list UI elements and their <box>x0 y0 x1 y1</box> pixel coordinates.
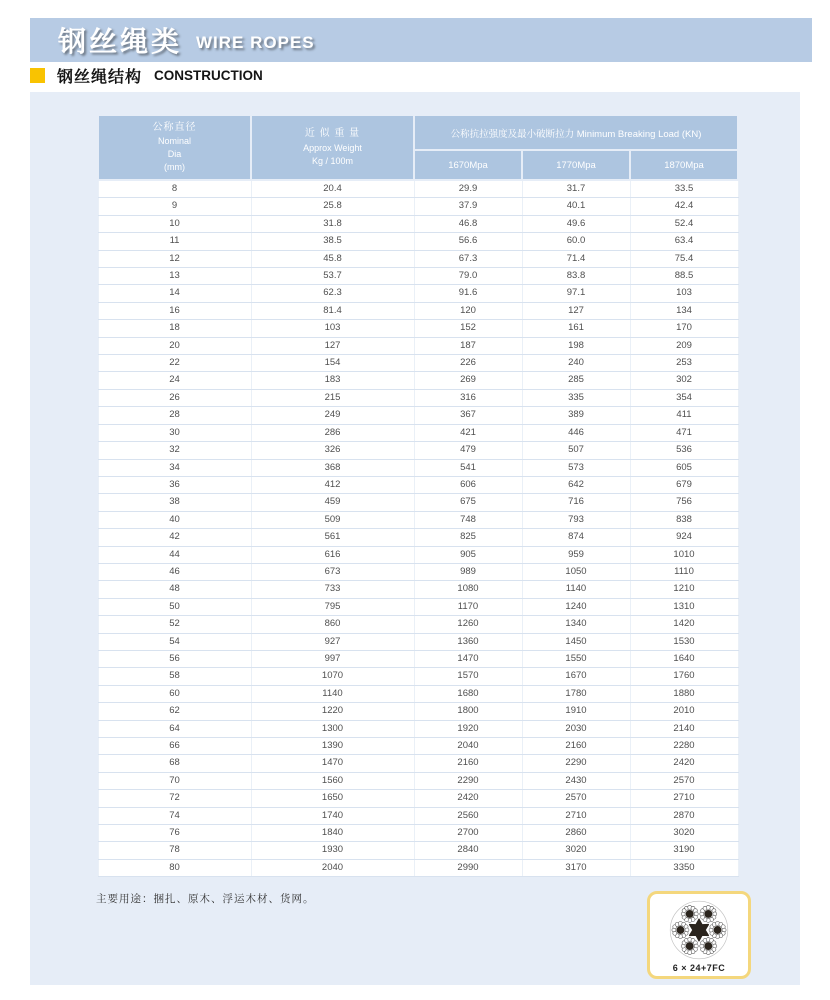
cell-value: 1560 <box>251 772 414 789</box>
cell-value: 3020 <box>522 842 630 859</box>
cell-diameter: 22 <box>98 355 251 372</box>
cell-value: 2290 <box>414 772 522 789</box>
table-row <box>98 250 738 267</box>
cell-value: 1140 <box>251 685 414 702</box>
section-title-cn: 钢丝绳结构 <box>57 69 143 86</box>
cell-value: 2290 <box>522 755 630 772</box>
cell-diameter: 38 <box>98 494 251 511</box>
cell-value: 1910 <box>522 703 630 720</box>
cell-value: 367 <box>414 407 522 424</box>
table-row <box>98 320 738 337</box>
cell-value: 1110 <box>630 563 738 580</box>
table-row <box>98 442 738 459</box>
table-row <box>98 842 738 859</box>
table-row <box>98 772 738 789</box>
cell-value: 2710 <box>630 790 738 807</box>
cell-diameter: 13 <box>98 268 251 285</box>
cell-value: 249 <box>251 407 414 424</box>
content-panel <box>30 92 800 985</box>
table-row <box>98 685 738 702</box>
cell-value: 354 <box>630 389 738 406</box>
cell-value: 97.1 <box>522 285 630 302</box>
yellow-bullet-icon <box>30 68 45 83</box>
cell-value: 45.8 <box>251 250 414 267</box>
table-row <box>98 859 738 876</box>
cell-value: 1050 <box>522 563 630 580</box>
table-row <box>98 668 738 685</box>
cell-value: 673 <box>251 563 414 580</box>
cell-value: 25.8 <box>251 198 414 215</box>
table-row <box>98 807 738 824</box>
cell-value: 1680 <box>414 685 522 702</box>
table-row <box>98 738 738 755</box>
cell-value: 31.7 <box>522 180 630 198</box>
cell-value: 1780 <box>522 685 630 702</box>
table-row <box>98 337 738 354</box>
cell-value: 874 <box>522 529 630 546</box>
cell-value: 2710 <box>522 807 630 824</box>
cell-value: 825 <box>414 529 522 546</box>
cell-value: 541 <box>414 459 522 476</box>
cell-diameter: 48 <box>98 581 251 598</box>
cell-value: 507 <box>522 442 630 459</box>
cell-value: 989 <box>414 563 522 580</box>
cell-diameter: 34 <box>98 459 251 476</box>
cell-value: 2570 <box>522 790 630 807</box>
cell-value: 2140 <box>630 720 738 737</box>
section-heading <box>30 64 263 87</box>
table-row <box>98 598 738 615</box>
cell-value: 368 <box>251 459 414 476</box>
table-row <box>98 720 738 737</box>
cell-value: 1640 <box>630 650 738 667</box>
cell-value: 1920 <box>414 720 522 737</box>
table-row <box>98 511 738 528</box>
cell-value: 209 <box>630 337 738 354</box>
cell-value: 1010 <box>630 546 738 563</box>
cell-value: 1260 <box>414 616 522 633</box>
table-row <box>98 198 738 215</box>
cell-value: 1240 <box>522 598 630 615</box>
cell-value: 2030 <box>522 720 630 737</box>
cell-value: 793 <box>522 511 630 528</box>
cell-diameter: 66 <box>98 738 251 755</box>
cell-diameter: 20 <box>98 337 251 354</box>
cell-value: 103 <box>630 285 738 302</box>
cell-value: 152 <box>414 320 522 337</box>
cell-value: 716 <box>522 494 630 511</box>
cell-diameter: 16 <box>98 302 251 319</box>
cell-value: 215 <box>251 389 414 406</box>
cell-diameter: 40 <box>98 511 251 528</box>
cell-value: 2280 <box>630 738 738 755</box>
cell-value: 127 <box>522 302 630 319</box>
table-row <box>98 650 738 667</box>
cell-diameter: 76 <box>98 825 251 842</box>
cell-diameter: 68 <box>98 755 251 772</box>
cell-value: 748 <box>414 511 522 528</box>
cell-diameter: 80 <box>98 859 251 876</box>
cell-diameter: 32 <box>98 442 251 459</box>
cell-value: 2420 <box>630 755 738 772</box>
table-row <box>98 285 738 302</box>
cell-value: 905 <box>414 546 522 563</box>
cell-value: 335 <box>522 389 630 406</box>
cell-value: 536 <box>630 442 738 459</box>
cell-diameter: 44 <box>98 546 251 563</box>
table-row <box>98 180 738 198</box>
cell-value: 1670 <box>522 668 630 685</box>
cell-diameter: 8 <box>98 180 251 198</box>
cell-diameter: 78 <box>98 842 251 859</box>
table-row <box>98 302 738 319</box>
table-row <box>98 494 738 511</box>
cell-value: 62.3 <box>251 285 414 302</box>
section-title-en: CONSTRUCTION <box>154 68 263 83</box>
cell-value: 1210 <box>630 581 738 598</box>
cell-value: 1310 <box>630 598 738 615</box>
cell-diameter: 72 <box>98 790 251 807</box>
cell-value: 3350 <box>630 859 738 876</box>
table-row <box>98 825 738 842</box>
cell-value: 253 <box>630 355 738 372</box>
table-row <box>98 355 738 372</box>
cell-value: 1570 <box>414 668 522 685</box>
cell-value: 1470 <box>251 755 414 772</box>
cell-value: 103 <box>251 320 414 337</box>
header-breaking-load: 公称抗拉强度及最小破断拉力 Minimum Breaking Load (KN) <box>414 115 738 150</box>
cell-value: 1760 <box>630 668 738 685</box>
table-row <box>98 459 738 476</box>
cell-value: 2560 <box>414 807 522 824</box>
cell-diameter: 18 <box>98 320 251 337</box>
cell-value: 198 <box>522 337 630 354</box>
cell-diameter: 10 <box>98 215 251 232</box>
cell-value: 411 <box>630 407 738 424</box>
cell-value: 42.4 <box>630 198 738 215</box>
cell-value: 2700 <box>414 825 522 842</box>
table-row <box>98 268 738 285</box>
cell-diameter: 24 <box>98 372 251 389</box>
cell-value: 573 <box>522 459 630 476</box>
cell-value: 183 <box>251 372 414 389</box>
cell-value: 1880 <box>630 685 738 702</box>
cell-value: 675 <box>414 494 522 511</box>
table-row <box>98 755 738 772</box>
cell-value: 1650 <box>251 790 414 807</box>
page-title-cn: 钢丝绳类 <box>58 26 183 57</box>
cell-value: 421 <box>414 424 522 441</box>
rope-cross-section-icon <box>667 898 731 962</box>
cell-value: 2860 <box>522 825 630 842</box>
cell-value: 2160 <box>522 738 630 755</box>
cell-value: 616 <box>251 546 414 563</box>
header-nominal-dia: 公称直径 Nominal Dia (mm) <box>98 115 251 180</box>
cell-value: 561 <box>251 529 414 546</box>
cell-value: 471 <box>630 424 738 441</box>
cell-value: 1080 <box>414 581 522 598</box>
header-approx-weight: 近 似 重 量 Approx Weight Kg / 100m <box>251 115 414 180</box>
cell-value: 29.9 <box>414 180 522 198</box>
cell-value: 134 <box>630 302 738 319</box>
cell-value: 286 <box>251 424 414 441</box>
cell-value: 37.9 <box>414 198 522 215</box>
table-row <box>98 563 738 580</box>
cell-value: 302 <box>630 372 738 389</box>
cell-value: 2430 <box>522 772 630 789</box>
cell-diameter: 42 <box>98 529 251 546</box>
cell-value: 161 <box>522 320 630 337</box>
table-row <box>98 476 738 493</box>
cell-value: 326 <box>251 442 414 459</box>
table-row <box>98 389 738 406</box>
cell-diameter: 28 <box>98 407 251 424</box>
cell-value: 170 <box>630 320 738 337</box>
cell-value: 3190 <box>630 842 738 859</box>
cell-value: 2010 <box>630 703 738 720</box>
cell-value: 154 <box>251 355 414 372</box>
cell-diameter: 64 <box>98 720 251 737</box>
cell-value: 1140 <box>522 581 630 598</box>
cell-value: 120 <box>414 302 522 319</box>
cell-value: 2040 <box>414 738 522 755</box>
table-row <box>98 703 738 720</box>
cell-value: 642 <box>522 476 630 493</box>
cell-value: 1300 <box>251 720 414 737</box>
cell-value: 88.5 <box>630 268 738 285</box>
cell-value: 1360 <box>414 633 522 650</box>
cell-value: 412 <box>251 476 414 493</box>
cell-value: 91.6 <box>414 285 522 302</box>
cell-value: 2570 <box>630 772 738 789</box>
cell-value: 959 <box>522 546 630 563</box>
cell-value: 2040 <box>251 859 414 876</box>
cell-diameter: 58 <box>98 668 251 685</box>
cell-diameter: 30 <box>98 424 251 441</box>
cell-value: 606 <box>414 476 522 493</box>
cell-value: 389 <box>522 407 630 424</box>
cell-value: 56.6 <box>414 233 522 250</box>
cell-diameter: 54 <box>98 633 251 650</box>
cell-value: 40.1 <box>522 198 630 215</box>
cell-value: 63.4 <box>630 233 738 250</box>
cell-value: 1530 <box>630 633 738 650</box>
header-grade-1670: 1670Mpa <box>414 150 522 180</box>
cell-value: 1390 <box>251 738 414 755</box>
spec-table <box>97 114 739 877</box>
cell-diameter: 11 <box>98 233 251 250</box>
cell-value: 509 <box>251 511 414 528</box>
page-header <box>30 18 812 62</box>
cell-value: 997 <box>251 650 414 667</box>
cell-value: 1220 <box>251 703 414 720</box>
cell-value: 187 <box>414 337 522 354</box>
cell-value: 2420 <box>414 790 522 807</box>
table-row <box>98 616 738 633</box>
header-grade-1870: 1870Mpa <box>630 150 738 180</box>
table-row <box>98 633 738 650</box>
usage-note: 主要用途：捆扎、原木、浮运木材、货网。 <box>96 893 315 905</box>
cell-value: 756 <box>630 494 738 511</box>
cell-value: 46.8 <box>414 215 522 232</box>
cell-diameter: 36 <box>98 476 251 493</box>
cell-value: 2870 <box>630 807 738 824</box>
cell-diameter: 14 <box>98 285 251 302</box>
cell-value: 31.8 <box>251 215 414 232</box>
cell-diameter: 62 <box>98 703 251 720</box>
cell-value: 49.6 <box>522 215 630 232</box>
cell-value: 679 <box>630 476 738 493</box>
cell-value: 52.4 <box>630 215 738 232</box>
cell-value: 33.5 <box>630 180 738 198</box>
cell-value: 838 <box>630 511 738 528</box>
cell-diameter: 56 <box>98 650 251 667</box>
cell-value: 1930 <box>251 842 414 859</box>
cell-value: 446 <box>522 424 630 441</box>
cell-value: 3020 <box>630 825 738 842</box>
cell-value: 2840 <box>414 842 522 859</box>
table-row <box>98 407 738 424</box>
cell-diameter: 46 <box>98 563 251 580</box>
cell-value: 240 <box>522 355 630 372</box>
cell-value: 459 <box>251 494 414 511</box>
table-row <box>98 372 738 389</box>
cell-value: 226 <box>414 355 522 372</box>
cell-value: 2990 <box>414 859 522 876</box>
cell-value: 1450 <box>522 633 630 650</box>
cell-value: 53.7 <box>251 268 414 285</box>
cell-value: 20.4 <box>251 180 414 198</box>
table-row <box>98 546 738 563</box>
cell-value: 1740 <box>251 807 414 824</box>
cell-value: 3170 <box>522 859 630 876</box>
cell-value: 860 <box>251 616 414 633</box>
cell-value: 75.4 <box>630 250 738 267</box>
table-row <box>98 215 738 232</box>
cell-value: 71.4 <box>522 250 630 267</box>
cell-value: 127 <box>251 337 414 354</box>
table-row <box>98 529 738 546</box>
cell-value: 269 <box>414 372 522 389</box>
cell-value: 1420 <box>630 616 738 633</box>
spec-table-wrap <box>97 114 737 877</box>
cell-diameter: 70 <box>98 772 251 789</box>
cell-value: 479 <box>414 442 522 459</box>
cell-diameter: 9 <box>98 198 251 215</box>
cell-diameter: 12 <box>98 250 251 267</box>
cell-value: 38.5 <box>251 233 414 250</box>
table-row <box>98 424 738 441</box>
cell-value: 1170 <box>414 598 522 615</box>
rope-card <box>647 891 751 979</box>
rope-construction-label: 6 × 24+7FC <box>672 962 726 973</box>
table-body <box>98 180 738 877</box>
page-title-en: WIRE ROPES <box>196 33 315 52</box>
cell-diameter: 60 <box>98 685 251 702</box>
table-row <box>98 581 738 598</box>
cell-value: 316 <box>414 389 522 406</box>
cell-value: 67.3 <box>414 250 522 267</box>
cell-diameter: 26 <box>98 389 251 406</box>
cell-value: 81.4 <box>251 302 414 319</box>
cell-diameter: 52 <box>98 616 251 633</box>
table-header <box>98 115 738 180</box>
cell-value: 1550 <box>522 650 630 667</box>
cell-value: 1470 <box>414 650 522 667</box>
cell-diameter: 50 <box>98 598 251 615</box>
cell-value: 1340 <box>522 616 630 633</box>
cell-value: 927 <box>251 633 414 650</box>
cell-value: 1070 <box>251 668 414 685</box>
cell-value: 605 <box>630 459 738 476</box>
table-row <box>98 790 738 807</box>
table-row <box>98 233 738 250</box>
cell-value: 79.0 <box>414 268 522 285</box>
cell-value: 83.8 <box>522 268 630 285</box>
cell-value: 2160 <box>414 755 522 772</box>
cell-value: 285 <box>522 372 630 389</box>
cell-value: 1800 <box>414 703 522 720</box>
cell-value: 924 <box>630 529 738 546</box>
cell-value: 1840 <box>251 825 414 842</box>
cell-value: 733 <box>251 581 414 598</box>
cell-value: 795 <box>251 598 414 615</box>
header-grade-1770: 1770Mpa <box>522 150 630 180</box>
cell-diameter: 74 <box>98 807 251 824</box>
cell-value: 60.0 <box>522 233 630 250</box>
